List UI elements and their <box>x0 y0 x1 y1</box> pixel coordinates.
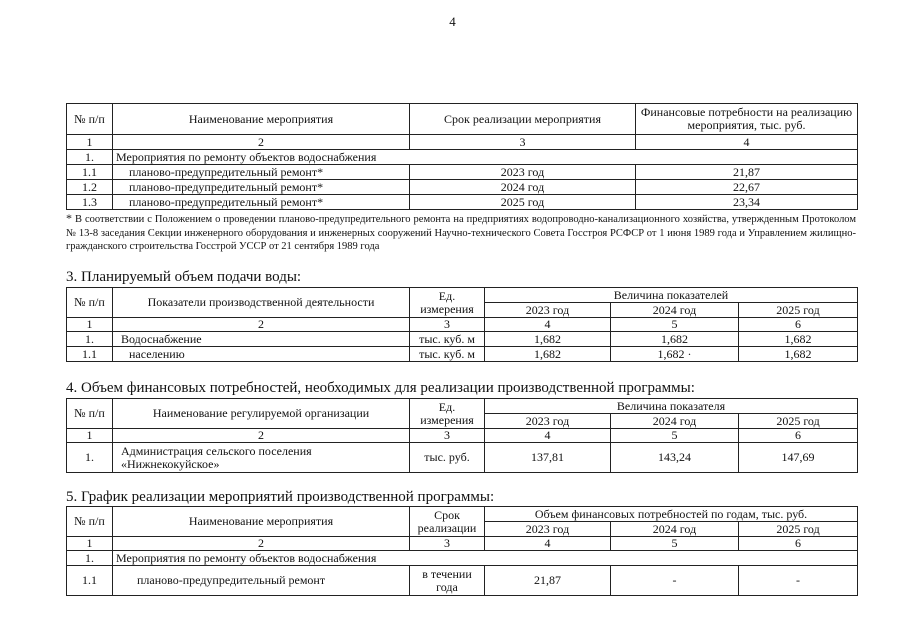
col-number: 2 <box>113 318 410 332</box>
row-num: 1. <box>67 332 113 347</box>
row-value: - <box>611 566 739 596</box>
header-num: № п/п <box>67 399 113 429</box>
repair-measures-table <box>66 103 858 210</box>
schedule-table <box>66 506 858 596</box>
page-number: 4 <box>449 14 456 29</box>
col-number: 3 <box>410 429 485 443</box>
row-value: 1,682 <box>739 347 858 362</box>
col-number: 1 <box>67 318 113 332</box>
col-number: 4 <box>485 318 611 332</box>
row-term: 2023 год <box>410 165 636 180</box>
row-name: Водоснабжение <box>113 332 410 347</box>
col-number: 1 <box>67 429 113 443</box>
section-3-heading: 3. Планируемый объем подачи воды: <box>66 269 302 285</box>
row-name: планово-предупредительный ремонт <box>113 566 410 596</box>
header-values: Величина показателя <box>485 399 858 414</box>
col-number: 3 <box>410 135 636 150</box>
section-5-heading: 5. График реализации мероприятий производственной программы: <box>66 489 495 505</box>
header-year: 2025 год <box>739 303 858 318</box>
col-number: 4 <box>485 429 611 443</box>
row-num: 1.2 <box>67 180 113 195</box>
header-term: Срок реализации мероприятия <box>410 104 636 135</box>
group-name: Мероприятия по ремонту объектов водоснабжения <box>113 551 858 566</box>
row-term: 2025 год <box>410 195 636 210</box>
col-number: 4 <box>636 135 858 150</box>
table-row <box>67 443 858 473</box>
col-number: 5 <box>611 429 739 443</box>
table-row <box>67 195 858 210</box>
row-term: 2024 год <box>410 180 636 195</box>
group-num: 1. <box>67 150 113 165</box>
header-unit: Ед. измерения <box>410 399 485 429</box>
col-number: 3 <box>410 537 485 551</box>
row-value: 1,682 <box>739 332 858 347</box>
header-num: № п/п <box>67 288 113 318</box>
row-unit: тыс. куб. м <box>410 347 485 362</box>
header-term: Срок реализации <box>410 507 485 537</box>
col-number: 6 <box>739 318 858 332</box>
col-number: 3 <box>410 318 485 332</box>
row-name: планово-предупредительный ремонт* <box>113 180 410 195</box>
row-num: 1.1 <box>67 347 113 362</box>
header-finance: Финансовые потребности на реализацию мероприятия, тыс. руб. <box>636 104 858 135</box>
header-year: 2023 год <box>485 414 611 429</box>
group-num: 1. <box>67 551 113 566</box>
row-term: в течении года <box>410 566 485 596</box>
footnote-star: * <box>66 211 72 225</box>
row-value: 22,67 <box>636 180 858 195</box>
section-4-heading: 4. Объем финансовых потребностей, необходимых для реализации производственной программы: <box>66 380 695 396</box>
table-row <box>67 566 858 596</box>
footnote-text: В соответствии с Положением о проведении планово-предупредительного ремонта на предприятиях водопроводно-канализационного хозяйства, утвержденным Протоколом № 13-8 заседания Секции инженерного оборудования и инженерных сооружений Научно-технического Совета Госстроя РСФСР от 1 июня 1989 года и Управлением жилищно-гражданского строительства Госстрой УССР от 21 сентября 1989 года <box>66 214 857 252</box>
row-value: 21,87 <box>636 165 858 180</box>
row-num: 1.1 <box>67 165 113 180</box>
row-value: 21,87 <box>485 566 611 596</box>
row-unit: тыс. куб. м <box>410 332 485 347</box>
header-year: 2025 год <box>739 414 858 429</box>
header-unit: Ед. измерения <box>410 288 485 318</box>
footnote <box>66 212 856 254</box>
row-value: 1,682 · <box>611 347 739 362</box>
table-row <box>67 347 858 362</box>
row-value: 147,69 <box>739 443 858 473</box>
header-num: № п/п <box>67 507 113 537</box>
header-year: 2023 год <box>485 303 611 318</box>
header-values: Объем финансовых потребностей по годам, тыс. руб. <box>485 507 858 522</box>
header-year: 2025 год <box>739 522 858 537</box>
row-value: 1,682 <box>485 347 611 362</box>
row-value: 23,34 <box>636 195 858 210</box>
row-name: Администрация сельского поселения «Нижнекокуйское» <box>113 443 410 473</box>
row-value: 1,682 <box>485 332 611 347</box>
row-name: планово-предупредительный ремонт* <box>113 165 410 180</box>
row-num: 1. <box>67 443 113 473</box>
col-number: 2 <box>113 429 410 443</box>
col-number: 4 <box>485 537 611 551</box>
water-supply-table <box>66 287 858 362</box>
header-values: Величина показателей <box>485 288 858 303</box>
header-name: Наименование регулируемой организации <box>113 399 410 429</box>
financial-needs-table <box>66 398 858 473</box>
col-number: 2 <box>113 537 410 551</box>
row-value: 137,81 <box>485 443 611 473</box>
col-number: 5 <box>611 318 739 332</box>
row-name: планово-предупредительный ремонт* <box>113 195 410 210</box>
row-value: 1,682 <box>611 332 739 347</box>
header-year: 2024 год <box>611 303 739 318</box>
col-number: 1 <box>67 537 113 551</box>
header-name: Наименование мероприятия <box>113 104 410 135</box>
row-name: населению <box>113 347 410 362</box>
table-row <box>67 180 858 195</box>
header-year: 2023 год <box>485 522 611 537</box>
header-year: 2024 год <box>611 522 739 537</box>
col-number: 2 <box>113 135 410 150</box>
row-value: 143,24 <box>611 443 739 473</box>
table-row <box>67 165 858 180</box>
col-number: 6 <box>739 537 858 551</box>
row-unit: тыс. руб. <box>410 443 485 473</box>
header-num: № п/п <box>67 104 113 135</box>
row-num: 1.3 <box>67 195 113 210</box>
col-number: 6 <box>739 429 858 443</box>
header-name: Показатели производственной деятельности <box>113 288 410 318</box>
row-value: - <box>739 566 858 596</box>
col-number: 1 <box>67 135 113 150</box>
row-num: 1.1 <box>67 566 113 596</box>
group-name: Мероприятия по ремонту объектов водоснабжения <box>113 150 858 165</box>
col-number: 5 <box>611 537 739 551</box>
table-row <box>67 332 858 347</box>
header-year: 2024 год <box>611 414 739 429</box>
header-name: Наименование мероприятия <box>113 507 410 537</box>
